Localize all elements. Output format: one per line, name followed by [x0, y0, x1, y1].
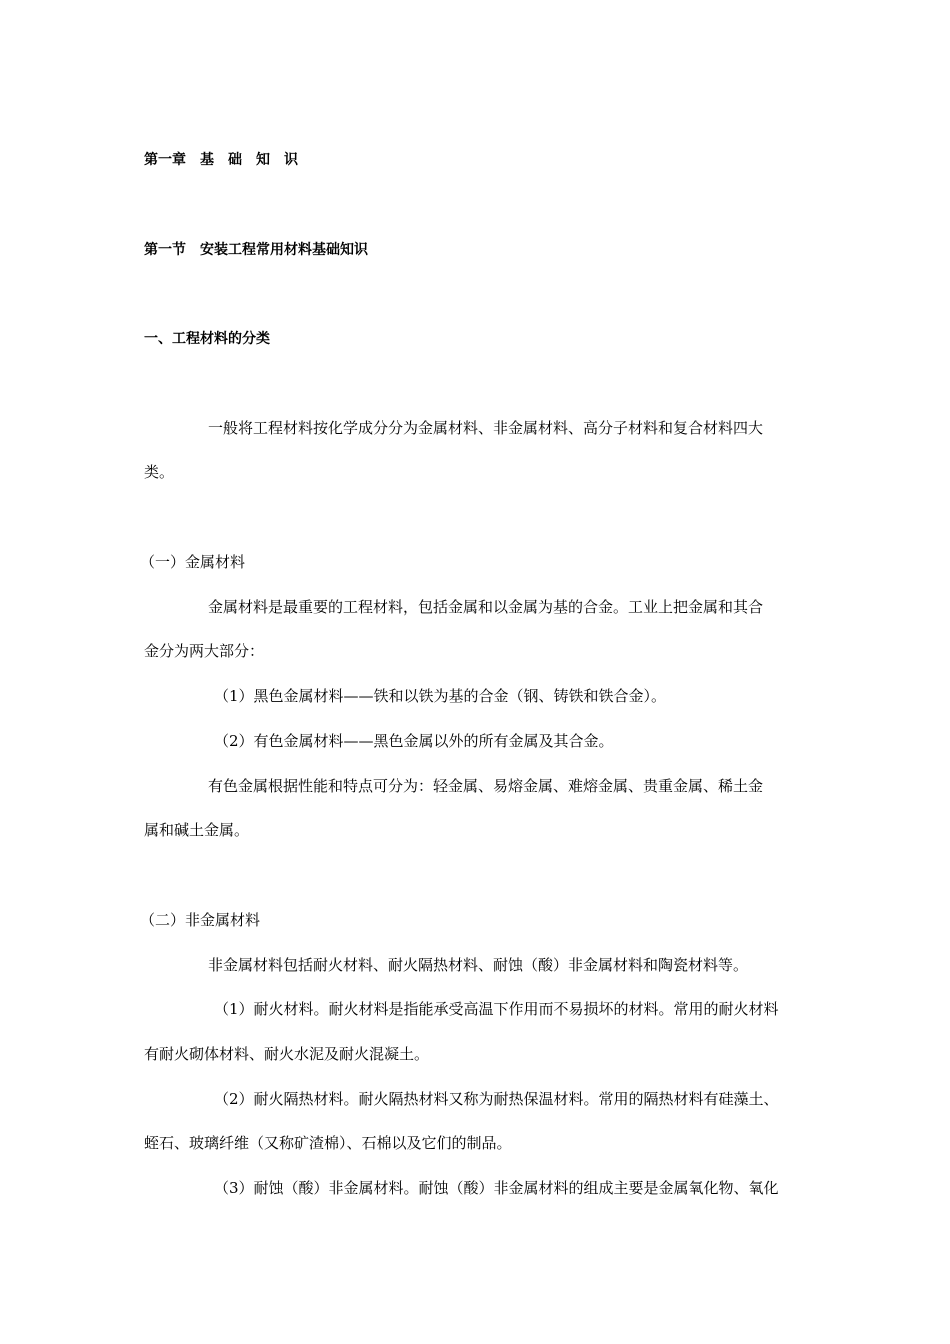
section-title: 第一节 安装工程常用材料基础知识	[144, 242, 368, 258]
paragraph-line: 类。	[144, 463, 175, 481]
list-item: （2）耐火隔热材料。耐火隔热材料又称为耐热保温材料。常用的隔热材料有硅藻土、	[214, 1090, 779, 1108]
chapter-title: 第一章 基 础 知 识	[144, 152, 298, 168]
paragraph-line: 金属材料是最重要的工程材料，包括金属和以金属为基的合金。工业上把金属和其合	[208, 598, 764, 616]
paragraph-line: 蛭石、玻璃纤维（又称矿渣棉）、石棉以及它们的制品。	[144, 1134, 512, 1152]
list-item: （3）耐蚀（酸）非金属材料。耐蚀（酸）非金属材料的组成主要是金属氧化物、氧化	[214, 1179, 779, 1197]
heading-classification: 一、工程材料的分类	[144, 331, 270, 347]
paragraph-line: 非金属材料包括耐火材料、耐火隔热材料、耐蚀（酸）非金属材料和陶瓷材料等。	[208, 956, 749, 974]
list-item: （1）耐火材料。耐火材料是指能承受高温下作用而不易损坏的材料。常用的耐火材料	[214, 1000, 779, 1018]
subheading-nonmetal: （二）非金属材料	[140, 911, 261, 929]
paragraph-line: 一般将工程材料按化学成分分为金属材料、非金属材料、高分子材料和复合材料四大	[208, 419, 764, 437]
paragraph-line: 有耐火砌体材料、耐火水泥及耐火混凝土。	[144, 1045, 430, 1063]
list-item: （2）有色金属材料——黑色金属以外的所有金属及其合金。	[214, 732, 614, 750]
subheading-metal: （一）金属材料	[140, 553, 246, 571]
paragraph-line: 金分为两大部分：	[144, 642, 265, 660]
paragraph-line: 有色金属根据性能和特点可分为：轻金属、易熔金属、难熔金属、贵重金属、稀土金	[208, 777, 764, 795]
paragraph-line: 属和碱土金属。	[144, 821, 250, 839]
list-item: （1）黑色金属材料——铁和以铁为基的合金（钢、铸铁和铁合金）。	[214, 687, 667, 705]
